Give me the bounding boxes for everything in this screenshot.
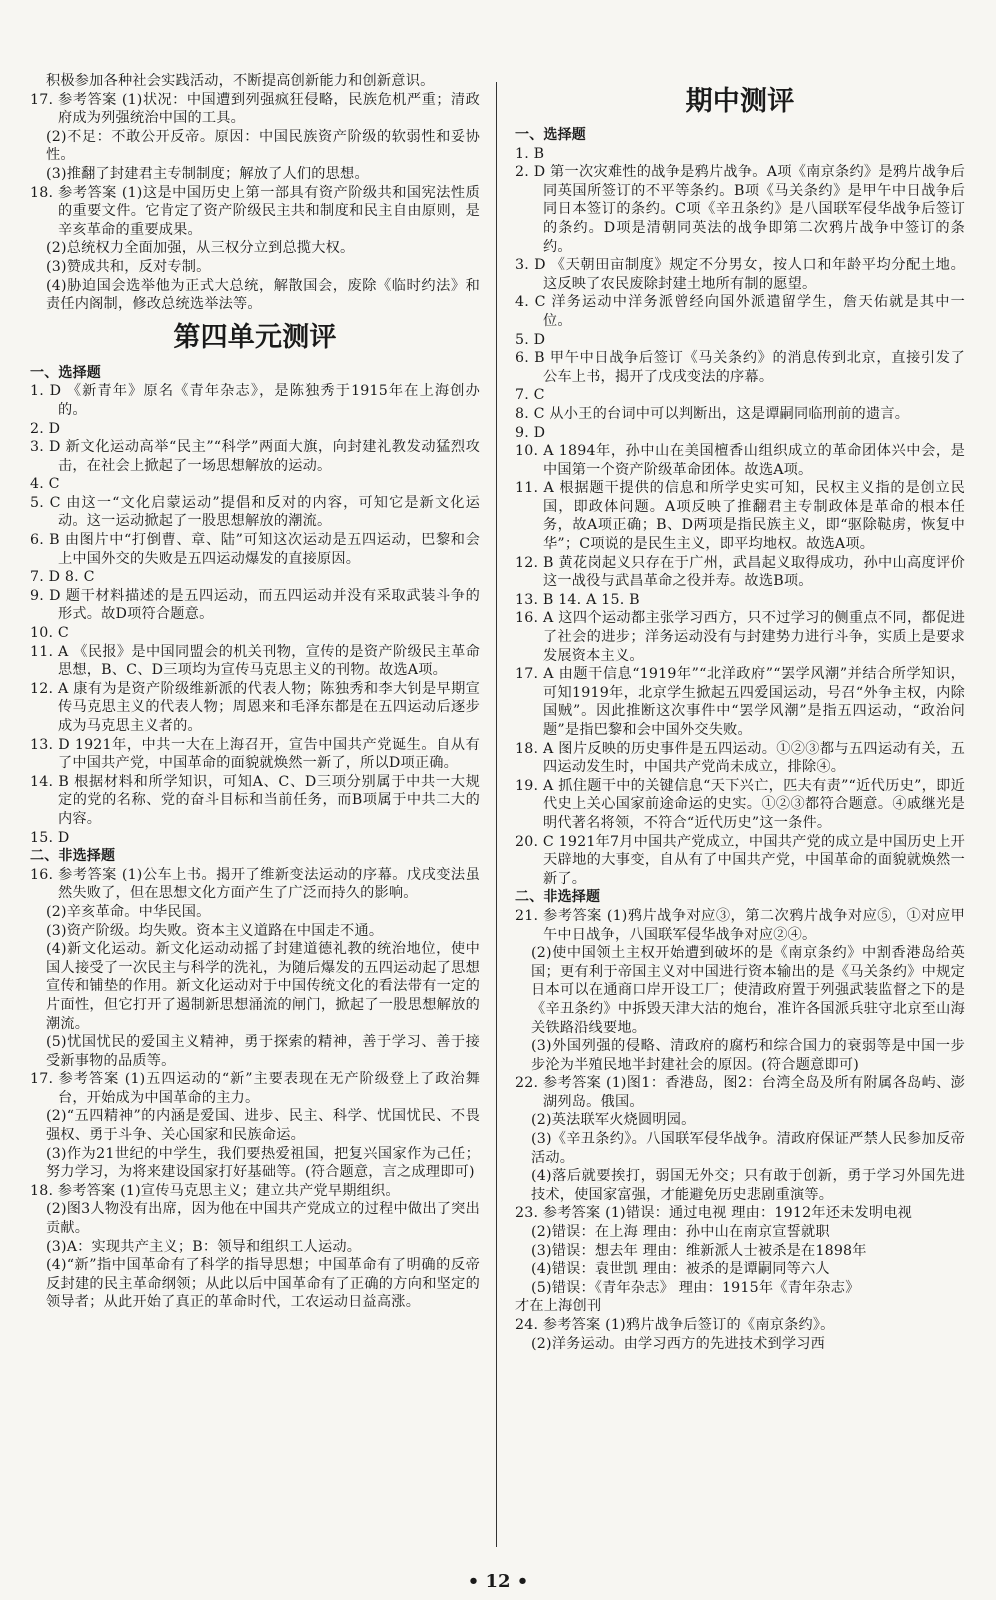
answer-paragraph: 1. D 《新青年》原名《青年杂志》，是陈独秀于1915年在上海创办的。	[30, 383, 480, 418]
answer-paragraph: 2. D 第一次灾难性的战争是鸦片战争。A项《南京条约》是鸦片战争后同英国所签订的不平等条约。B项《马关条约》是甲午中日战争后同日本签订的条约。C项《辛丑条约》是八国联军侵华战争后签订的条约。D项是清朝同英法的战争即第二次鸦片战争中签订的条约。	[515, 164, 965, 255]
answer-paragraph: 9. D	[515, 424, 546, 441]
page-number: • 12 •	[467, 1571, 529, 1592]
answer-paragraph: (2)洋务运动。由学习西方的先进技术到学习西	[531, 1335, 826, 1352]
answer-paragraph: (4)错误：袁世凯 理由：被杀的是谭嗣同等六人	[531, 1261, 830, 1278]
answer-paragraph: (2)总统权力全面加强，从三权分立到总揽大权。	[46, 240, 355, 257]
answer-paragraph: (2)辛亥革命。中华民国。	[46, 903, 211, 920]
section-title: 第四单元测评	[173, 321, 337, 353]
answer-paragraph: 22. 参考答案 (1)图1：香港岛，图2：台湾全岛及所有附属各岛屿、澎湖列岛。俄国。	[515, 1075, 965, 1110]
answer-paragraph: 17. A 由题干信息“1919年”“北洋政府”“罢学风潮”并结合所学知识，可知1919年，北京学生掀起五四爱国运动，号召“外争主权，内除国贼”。因此推断这次事件中“罢学风潮”是指五四运动，“政治问题”是指巴黎和会中国外交失败。	[515, 666, 965, 738]
answer-paragraph: 7. D 8. C	[30, 569, 95, 586]
answer-paragraph: 17. 参考答案 (1)五四运动的“新”主要表现在无产阶级登上了政治舞台，开始成为中国革命的主力。	[30, 1071, 480, 1106]
answer-paragraph: (5)忧国忧民的爱国主义精神，勇于探索的精神，善于学习、善于接受新事物的品质等。	[46, 1034, 480, 1069]
answer-paragraph: 13. D 1921年，中共一大在上海召开，宣告中国共产党诞生。自从有了中国共产党，中国革命的面貌就焕然一新了，所以D项正确。	[30, 736, 480, 772]
answer-paragraph: 18. A 图片反映的历史事件是五四运动。①②③都与五四运动有关，五四运动发生时，中国共产党尚未成立，排除④。	[515, 740, 965, 776]
answer-paragraph: (2)“五四精神”的内涵是爱国、进步、民主、科学、忧国忧民、不畏强权、勇于斗争、关心国家和民族命运。	[46, 1108, 480, 1144]
answer-paragraph: 5. C 由这一“文化启蒙运动”提倡和反对的内容，可知它是新文化运动。这一运动掀起了一股思想解放的潮流。	[30, 494, 480, 530]
answer-paragraph: (4)落后就要挨打，弱国无外交；只有敢于创新，勇于学习外国先进技术，使国家富强，才能避免历史悲剧重演等。	[531, 1168, 965, 1203]
answer-paragraph: (2)使中国领土主权开始遭到破坏的是《南京条约》中割香港岛给英国；更有利于帝国主义对中国进行资本输出的是《马关条约》中规定日本可以在通商口岸开设工厂；使清政府置于列强武装监督之下的是《辛丑条约》中拆毁天津大沽的炮台，准许各国派兵驻守北京至山海关铁路沿线要地。	[531, 945, 965, 1036]
left-column	[30, 72, 480, 1312]
answer-paragraph: 7. C	[515, 387, 545, 404]
section-heading: 二、非选择题	[515, 889, 601, 906]
answer-paragraph: (3)推翻了封建君主专制制度；解放了人们的思想。	[46, 165, 369, 182]
answer-paragraph: 16. 参考答案 (1)公车上书。揭开了维新变法运动的序幕。戊戌变法虽然失败了，但在思想文化方面产生了广泛而持久的影响。	[30, 866, 480, 902]
answer-paragraph: 3. D 新文化运动高举“民主”“科学”两面大旗，向封建礼教发动猛烈攻击，在社会上掀起了一场思想解放的运动。	[30, 439, 480, 474]
answer-paragraph: (2)不足：不敢公开反帝。原因：中国民族资产阶级的软弱性和妥协性。	[46, 128, 480, 164]
section-title: 期中测评	[685, 86, 795, 117]
answer-paragraph: 23. 参考答案 (1)错误：通过电视 理由：1912年还未发明电视	[515, 1205, 913, 1222]
answer-paragraph: 13. B 14. A 15. B	[515, 591, 640, 608]
section-heading: 一、选择题	[515, 127, 586, 143]
answer-paragraph: (3)赞成共和，反对专制。	[46, 258, 211, 275]
answer-paragraph: 11. A 根据题干提供的信息和所学史实可知，民权主义指的是创立民国，即政体问题。A项反映了推翻君主专制政体是革命的根本任务，故A项正确；B、D两项是指民族主义，即“驱除鞑虏，恢复中华”；C项说的是民生主义，即平均地权。故选A项。	[515, 480, 965, 553]
answer-paragraph: 1. B	[515, 145, 545, 162]
answer-paragraph: 6. B 甲午中日战争后签订《马关条约》的消息传到北京，直接引发了公车上书，揭开了戊戌变法的序幕。	[515, 350, 965, 385]
answer-paragraph: (4)胁迫国会选举他为正式大总统，解散国会，废除《临时约法》和责任内阁制，修改总统选举法等。	[46, 277, 480, 313]
answer-paragraph: (3)资产阶级。均失败。资本主义道路在中国走不通。	[46, 922, 384, 939]
answer-paragraph: 9. D 题干材料描述的是五四运动，而五四运动并没有采取武装斗争的形式。故D项符合题意。	[30, 587, 480, 623]
answer-paragraph: (2)英法联军火烧圆明园。	[531, 1112, 696, 1129]
answer-paragraph: (3)A：实现共产主义；B：领导和组织工人运动。	[46, 1238, 362, 1255]
answer-paragraph: 24. 参考答案 (1)鸦片战争后签订的《南京条约》。	[515, 1317, 835, 1333]
answer-paragraph: 才在上海创刊	[515, 1298, 602, 1315]
answer-paragraph: (3)作为21世纪的中学生，我们要热爱祖国，把复兴国家作为己任；努力学习，为将来建设国家打好基础等。(符合题意，言之成理即可)	[46, 1145, 480, 1181]
answer-paragraph: 4. C	[30, 476, 60, 493]
answer-paragraph: (2)图3人物没有出席，因为他在中国共产党成立的过程中做出了突出贡献。	[46, 1201, 480, 1237]
answer-paragraph: 11. A 《民报》是中国同盟会的机关刊物，宣传的是资产阶级民主革命思想，B、C、D三项均为宣传马克思主义的刊物。故选A项。	[30, 643, 480, 679]
answer-paragraph: 8. C 从小王的台词中可以判断出，这是谭嗣同临刑前的遗言。	[515, 405, 910, 422]
answer-paragraph: 6. B 由图片中“打倒曹、章、陆”可知这次运动是五四运动，巴黎和会上中国外交的失败是五四运动爆发的直接原因。	[30, 532, 480, 567]
answer-paragraph: (4)新文化运动。新文化运动动摇了封建道德礼教的统治地位，使中国人接受了一次民主与科学的洗礼，为随后爆发的五四运动起了思想宣传和铺垫的作用。新文化运动对于中国传统文化的看法带有一定的片面性，但它打开了遏制新思想涌流的闸门，掀起了一股思想解放的潮流。	[46, 941, 480, 1032]
right-column	[515, 80, 965, 1353]
answer-paragraph: 14. B 根据材料和所学知识，可知A、C、D三项分别属于中共一大规定的党的名称、党的奋斗目标和当前任务，而B项属于中共二大的内容。	[30, 773, 480, 827]
column-divider	[496, 82, 497, 1547]
answer-paragraph: 16. A 这四个运动都主张学习西方，只不过学习的侧重点不同，都促进了社会的进步；洋务运动没有与封建势力进行斗争，实质上是要求发展资本主义。	[515, 610, 965, 664]
answer-paragraph: (3)错误：想去年 理由：维新派人士被杀是在1898年	[531, 1242, 867, 1259]
answer-paragraph: (5)错误：《青年杂志》 理由：1915年《青年杂志》	[531, 1279, 860, 1296]
answer-paragraph: 5. D	[515, 331, 546, 348]
answer-paragraph: 2. D	[30, 420, 61, 437]
answer-paragraph: (3)外国列强的侵略、清政府的腐朽和综合国力的衰弱等是中国一步步沦为半殖民地半封建社会的原因。(符合题意即可)	[531, 1038, 965, 1073]
answer-paragraph: 20. C 1921年7月中国共产党成立，中国共产党的成立是中国历史上开天辟地的大事变，自从有了中国共产党，中国革命的面貌就焕然一新了。	[515, 833, 965, 887]
answer-paragraph: 19. A 抓住题干中的关键信息“天下兴亡，匹夫有责”“近代历史”，即近代史上关心国家前途命运的史实。①②③都符合题意。④戚继光是明代著名将领，不符合“近代历史”这一条件。	[515, 777, 965, 831]
answer-paragraph: 4. C 洋务运动中洋务派曾经向国外派遣留学生，詹天佑就是其中一位。	[515, 294, 965, 329]
answer-paragraph: 17. 参考答案 (1)状况：中国遭到列强疯狂侵略，民族危机严重；清政府成为列强统治中国的工具。	[30, 91, 480, 127]
answer-paragraph: 3. D 《天朝田亩制度》规定不分男女，按人口和年龄平均分配土地。这反映了农民废除封建土地所有制的愿望。	[515, 257, 965, 292]
section-heading: 二、非选择题	[30, 848, 116, 865]
answer-paragraph: (4)“新”指中国革命有了科学的指导思想；中国革命有了明确的反帝反封建的民主革命纲领；从此以后中国革命有了正确的方向和坚定的领导者；从此开始了真正的革命时代，工农运动日益高涨。	[46, 1257, 480, 1311]
answer-paragraph: 12. A 康有为是资产阶级维新派的代表人物；陈独秀和李大钊是早期宣传马克思主义的代表人物；周恩来和毛泽东都是在五四运动后逐步成为马克思主义者的。	[30, 680, 480, 734]
answer-paragraph: (3)《辛丑条约》。八国联军侵华战争。清政府保证严禁人民参加反帝活动。	[531, 1131, 965, 1166]
answer-paragraph: (2)错误：在上海 理由：孙中山在南京宣誓就职	[531, 1224, 830, 1241]
answer-paragraph: 积极参加各种社会实践活动，不断提高创新能力和创新意识。	[46, 73, 435, 89]
answer-paragraph: 10. A 1894年，孙中山在美国檀香山组织成立的革命团体兴中会，是中国第一个资产阶级革命团体。故选A项。	[515, 443, 965, 478]
answer-paragraph: 15. D	[30, 829, 70, 846]
section-heading: 一、选择题	[30, 364, 101, 381]
answer-paragraph: 18. 参考答案 (1)这是中国历史上第一部具有资产阶级共和国宪法性质的重要文件。它肯定了资产阶级民主共和制度和民主自由原则，是辛亥革命的重要成果。	[30, 184, 480, 238]
answer-paragraph: 12. B 黄花岗起义只存在于广州，武昌起义取得成功，孙中山高度评价这一战役与武昌革命之役并寿。故选B项。	[515, 554, 965, 590]
answer-paragraph: 10. C	[30, 625, 69, 642]
answer-paragraph: 18. 参考答案 (1)宣传马克思主义；建立共产党早期组织。	[30, 1182, 400, 1199]
answer-paragraph: 21. 参考答案 (1)鸦片战争对应③，第二次鸦片战争对应⑤，①对应甲午中日战争，八国联军侵华战争对应②④。	[515, 907, 965, 943]
